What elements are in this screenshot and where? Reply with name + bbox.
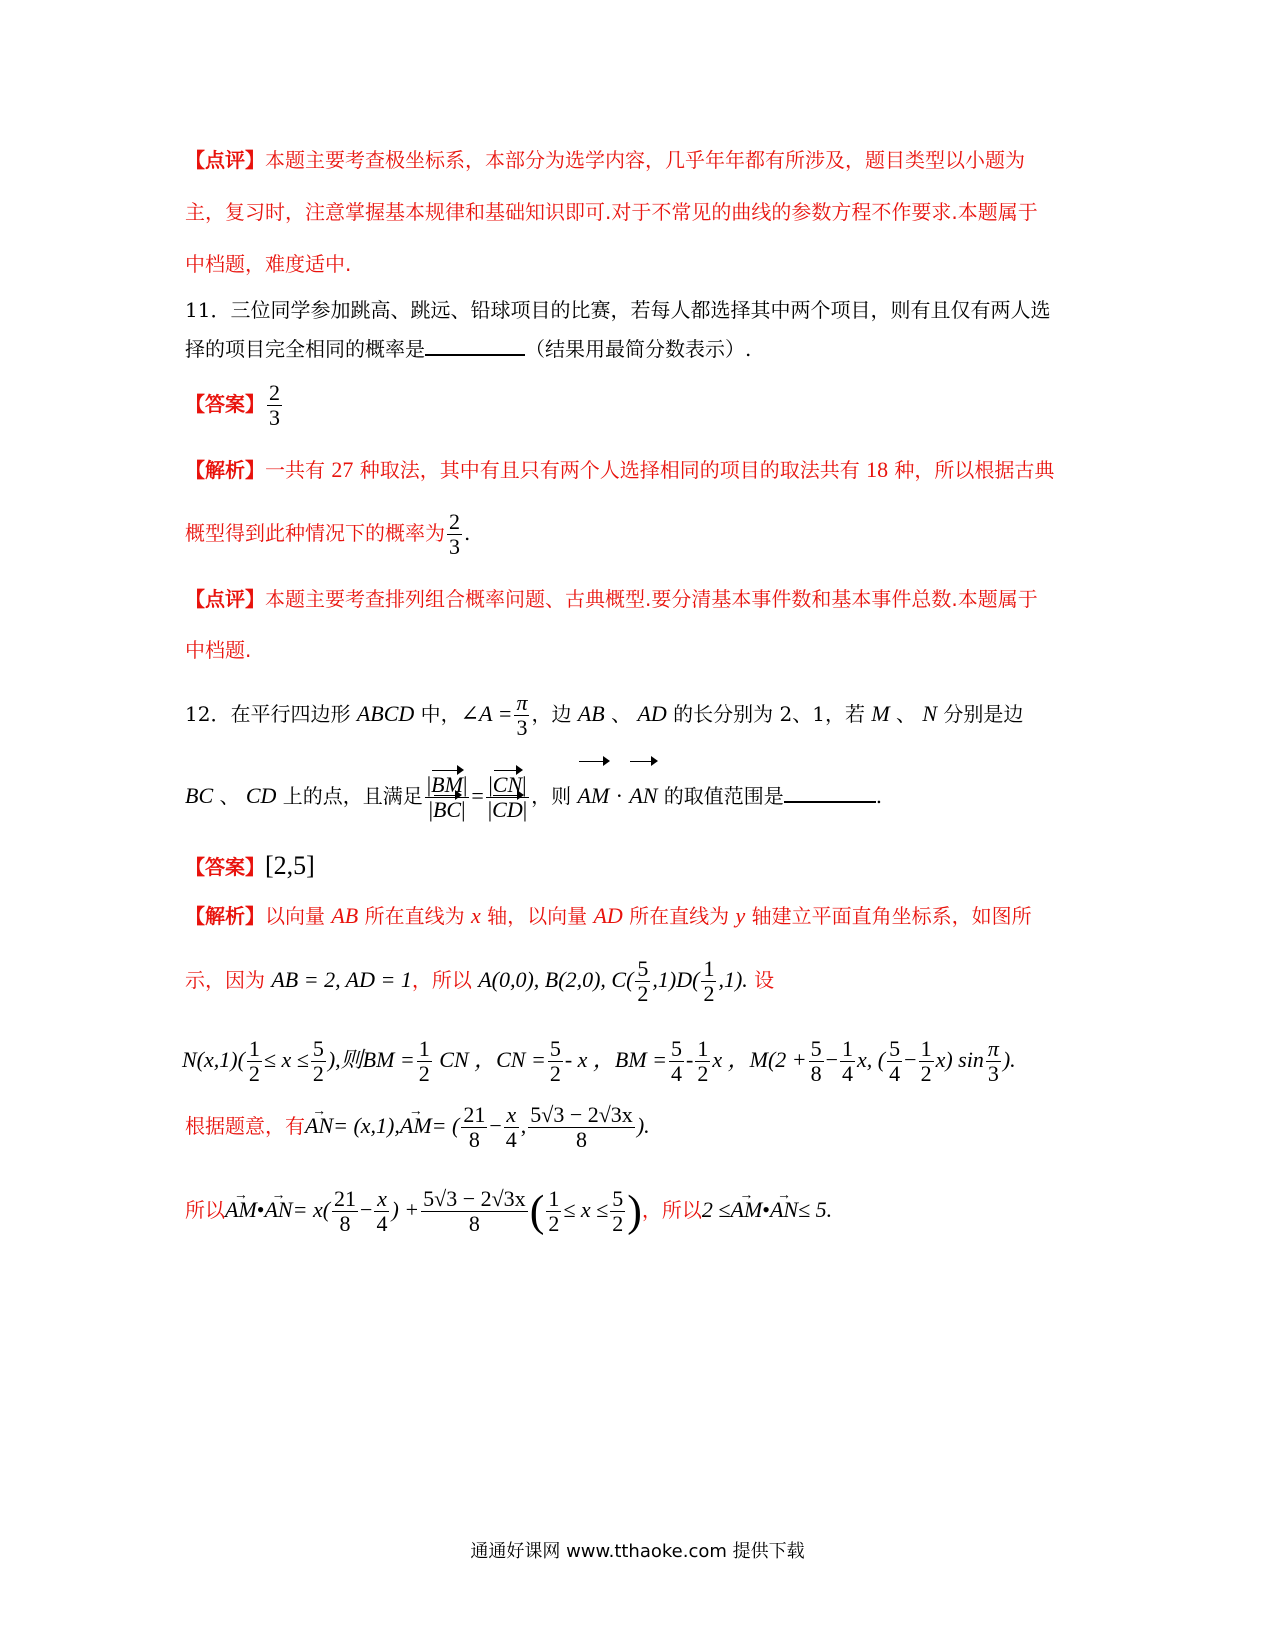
question-text: 的取值范围是 <box>657 784 784 808</box>
math-n: N <box>922 701 938 726</box>
vector-cd: CD <box>492 797 523 822</box>
math-points: ,1)D( <box>652 967 700 992</box>
denominator: 3 <box>269 405 280 430</box>
dot-product: · <box>615 783 623 808</box>
left-paren: ( <box>529 1186 545 1236</box>
vector-am: → AM <box>400 1096 432 1156</box>
math-points: A(0,0), B(2,0), C( <box>478 967 634 992</box>
question-text: ，则 <box>531 784 578 808</box>
math-x: x, ( <box>857 1047 886 1072</box>
vector-bc: BC <box>432 797 462 822</box>
comment-10-line-3 <box>185 250 351 278</box>
math-ab: AB <box>331 903 359 928</box>
minus: − <box>825 1047 839 1072</box>
probability-fraction <box>447 510 462 559</box>
denominator: 3 <box>987 1061 999 1086</box>
fraction-5-2: $\frac{5}{2}$ <box>549 1036 561 1086</box>
numerator: 5√3 − 2√3x <box>423 1186 526 1211</box>
answer-11 <box>185 380 284 430</box>
analysis-tag: 【解析】 <box>185 458 265 482</box>
fraction-1-2: $\frac{1}{2}$ <box>920 1036 932 1086</box>
separator: 、 <box>889 702 923 726</box>
minus: − <box>489 1113 502 1138</box>
fraction-5-2: $\frac{5}{2}$ <box>612 1186 624 1236</box>
comment-10-line-2 <box>185 198 1038 226</box>
comment-text: 中档题，难度适中. <box>185 252 352 276</box>
math-sin: x) sin <box>935 1047 984 1072</box>
comment-11-line-2 <box>185 636 251 664</box>
question-text: 分别是边 <box>937 702 1024 726</box>
math-inequality: ≤ x ≤ <box>263 1047 309 1072</box>
answer-blank <box>784 781 876 803</box>
comment-text: 本题主要考查极坐标系，本部分为选学内容，几乎年年都有所涉及，题目类型以小题为 <box>265 148 1025 172</box>
question-text: 12．在平行四边形 <box>185 702 357 726</box>
vector-am: → AM <box>731 1180 763 1240</box>
vector-an: → AN <box>264 1180 292 1240</box>
numerator: π <box>516 690 528 715</box>
fraction-x-4: $\frac{x}{4}$ <box>505 1102 517 1152</box>
math-m-point: x ，M(2 + <box>712 1047 807 1072</box>
fraction-1-2: $\frac{1}{2}$ <box>418 1036 430 1086</box>
separator: 、 <box>604 702 638 726</box>
answer-blank <box>425 334 525 356</box>
question-text: 择的项目完全相同的概率是 <box>185 337 425 361</box>
fraction-1-4: $\frac{1}{4}$ <box>842 1036 854 1086</box>
analysis-11-line-2 <box>185 508 470 559</box>
math-ad: AD <box>637 701 667 726</box>
analysis-12-line-5 <box>185 1180 832 1240</box>
separator: 、 <box>213 784 246 808</box>
answer-tag: 【答案】 <box>185 392 265 416</box>
fraction-21-8: $\frac{21}{8}$ <box>463 1102 486 1152</box>
denominator: 3 <box>449 534 460 559</box>
math-an-value: = (x,1), <box>333 1113 400 1138</box>
analysis-text: 轴，以向量 <box>480 904 594 928</box>
numerator: 5√3 − 2√3x <box>530 1102 633 1127</box>
math-cd: CD <box>245 783 277 808</box>
fraction-1-2: $\frac{1}{2}$ <box>697 1036 709 1086</box>
plus: ) + <box>391 1197 420 1222</box>
fraction-5-4: $\frac{5}{4}$ <box>889 1036 901 1086</box>
comment-text: 主，复习时，注意掌握基本规律和基础知识即可.对于不常见的曲线的参数方程不作要求.本题属于 <box>185 200 1038 224</box>
analysis-number: 18 <box>866 457 889 482</box>
question-text: 的长分别为 2、1，若 <box>666 702 872 726</box>
analysis-text: 以向量 <box>265 904 332 928</box>
question-11-line-2 <box>185 334 751 363</box>
fraction-x-4: $\frac{x}{4}$ <box>376 1186 388 1236</box>
analysis-number: 27 <box>331 457 354 482</box>
question-text: 中， <box>414 702 461 726</box>
analysis-12-line-1 <box>185 902 1032 930</box>
right-paren: ) <box>627 1186 642 1236</box>
comment-11-line-1 <box>185 585 1038 613</box>
math-points: ,1). <box>718 967 748 992</box>
math-n-point: N(x,1)( <box>182 1047 245 1072</box>
math-result: ≤ 5. <box>798 1197 833 1222</box>
math-product: = x( <box>292 1197 331 1222</box>
analysis-text: 种取法，其中有且只有两个人选择相同的项目的取法共有 <box>353 458 867 482</box>
comment-text: 本题主要考查排列组合概率问题、古典概型.要分清基本事件数和基本事件总数.本题属于 <box>265 587 1038 611</box>
analysis-text: 所在直线为 <box>622 904 736 928</box>
analysis-text: ，所以 <box>411 968 479 992</box>
math-ab: AB <box>577 701 605 726</box>
fraction-5-8: $\frac{5}{8}$ <box>810 1036 822 1086</box>
math-inequality: ≤ x ≤ <box>563 1197 609 1222</box>
bullet-dot: • <box>256 1197 265 1222</box>
question-12-line-2 <box>185 764 882 828</box>
numerator: 2 <box>449 509 460 534</box>
analysis-text: 一共有 <box>265 458 332 482</box>
fraction-1-2: $\frac{1}{2}$ <box>548 1186 560 1236</box>
analysis-12-line-4 <box>185 1096 650 1156</box>
fraction-5-4: $\frac{5}{4}$ <box>671 1036 683 1086</box>
vector-an: AN <box>629 764 657 828</box>
math-end: ). <box>1002 1047 1016 1072</box>
minus: − <box>904 1047 917 1072</box>
analysis-12-line-3 <box>182 1034 1016 1086</box>
denominator: 3 <box>516 715 528 740</box>
cn-over-cd: $\frac{|CN|}{|CD|}$ <box>487 772 528 822</box>
fraction-5-2: $\frac{5}{2}$ <box>312 1036 324 1086</box>
analysis-11-line-1 <box>185 456 1054 484</box>
math-bm: - x ，BM = <box>564 1047 668 1072</box>
minus: - <box>686 1047 694 1072</box>
answer-fraction <box>267 381 282 430</box>
analysis-text: 种，所以根据古典 <box>888 458 1055 482</box>
math-abcd: ABCD <box>356 701 415 726</box>
vector-an: → AN <box>770 1180 798 1240</box>
answer-12 <box>185 848 315 885</box>
question-text: ，边 <box>531 702 578 726</box>
math-m: M <box>871 701 890 726</box>
period: . <box>875 784 883 808</box>
bullet-dot: • <box>762 1197 770 1222</box>
period: . <box>464 521 471 545</box>
analysis-12-line-2 <box>185 954 774 1006</box>
math-end: ). <box>636 1113 650 1138</box>
math-ad: AD <box>593 903 623 928</box>
pi-over-3 <box>986 1037 1001 1086</box>
math-lengths: AB = 2, AD = 1 <box>271 967 412 992</box>
question-11-line-1 <box>185 296 1050 324</box>
answer-tag: 【答案】 <box>185 855 265 879</box>
analysis-text: ，所以 <box>641 1198 702 1222</box>
equals: = <box>471 783 484 808</box>
math-bc: BC <box>185 783 214 808</box>
vector-am: AM <box>578 764 610 828</box>
math-cn: CN ，CN = <box>433 1047 546 1072</box>
vector-cn: CN <box>492 772 523 797</box>
analysis-text: 设 <box>747 968 775 992</box>
minus: − <box>360 1197 373 1222</box>
analysis-text: 根据题意，有 <box>185 1114 305 1138</box>
analysis-text: 示，因为 <box>185 968 272 992</box>
fraction-5-2: $\frac{5}{2}$ <box>637 956 649 1006</box>
math-result: 2 ≤ <box>701 1197 731 1222</box>
math-am-value: = ( <box>431 1113 460 1138</box>
question-12-line-1 <box>185 690 1023 740</box>
question-text: （结果用最简分数表示）. <box>525 337 752 361</box>
math-angle: ∠A = <box>460 701 513 726</box>
question-text: 11．三位同学参加跳高、跳远、铅球项目的比赛，若每人都选择其中两个项目，则有且仅有两人选 <box>185 298 1051 322</box>
comma: , <box>520 1113 527 1138</box>
numerator: π <box>987 1036 999 1061</box>
math-x: x <box>470 903 481 928</box>
comment-tag: 【点评】 <box>185 587 265 611</box>
vector-bm: BM <box>431 772 463 797</box>
math-bm: ),则BM = <box>327 1047 415 1072</box>
pi-over-3 <box>514 691 529 740</box>
analysis-text: 所在直线为 <box>358 904 471 928</box>
question-text: 上的点，且满足 <box>276 784 423 808</box>
fraction-21-8: $\frac{21}{8}$ <box>334 1186 357 1236</box>
analysis-tag: 【解析】 <box>185 904 265 928</box>
fraction-1-2: $\frac{1}{2}$ <box>248 1036 260 1086</box>
analysis-text: 概型得到此种情况下的概率为 <box>185 521 445 545</box>
fraction-sqrt: $\frac{5√3 - 2√3x}{8}$ <box>530 1102 633 1152</box>
fraction-1-2: $\frac{1}{2}$ <box>703 956 715 1006</box>
bm-over-bc: $\frac{|BM|}{|BC|}$ <box>426 772 468 822</box>
math-y: y <box>735 903 746 928</box>
vector-am: → AM <box>225 1180 257 1240</box>
answer-interval: [2,5] <box>265 851 315 880</box>
analysis-text: 所以 <box>185 1198 225 1222</box>
fraction-sqrt: $\frac{5√3 - 2√3x}{8}$ <box>423 1186 526 1236</box>
comment-10-line-1 <box>185 146 1025 174</box>
page-footer: 通通好课网 www.tthaoke.com 提供下载 <box>470 1541 805 1562</box>
comment-text: 中档题. <box>185 638 252 662</box>
analysis-text: 轴建立平面直角坐标系，如图所 <box>745 904 1032 928</box>
vector-an: → AN <box>305 1096 333 1156</box>
comment-tag: 【点评】 <box>185 148 265 172</box>
numerator: 2 <box>269 380 280 405</box>
